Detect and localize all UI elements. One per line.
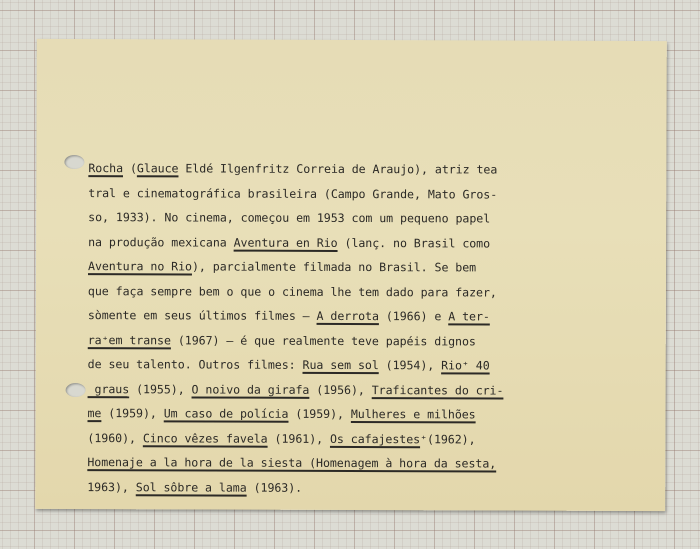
text-segment: que faça sempre bem o que o cinema lhe tem dado para fazer,: [87, 283, 497, 300]
underlined-title: Rocha: [88, 161, 124, 176]
underlined-title: Mulheres e milhões: [350, 407, 476, 422]
text-segment: (lanç. no Brasil como: [337, 235, 491, 250]
text-segment: 1963),: [87, 479, 136, 494]
text-line: [87, 401, 647, 427]
typed-entry-text: [87, 156, 648, 501]
underlined-title: ra⁺em transe: [87, 332, 171, 347]
text-line: [88, 230, 648, 256]
text-line: [88, 377, 648, 403]
text-line: [88, 352, 648, 378]
underlined-title: Aventura no Rio: [88, 259, 193, 274]
text-line: [88, 254, 648, 280]
punch-hole-bottom: [66, 383, 86, 397]
text-line: [88, 303, 648, 329]
underlined-title: graus: [87, 381, 130, 396]
text-segment: (1954),: [378, 358, 442, 373]
index-card: [35, 39, 667, 511]
underlined-title: Traficantes do cri-: [371, 382, 504, 398]
punch-hole-top: [64, 155, 84, 169]
text-segment: (1959),: [288, 406, 351, 422]
text-segment: (1955),: [129, 381, 192, 396]
underlined-title: me: [87, 406, 102, 421]
underlined-title: Cinco vêzes favela: [142, 430, 268, 446]
text-segment: na produção mexicana: [88, 234, 234, 250]
text-segment: (1967) — é que realmente teve papéis dignos: [170, 332, 476, 348]
text-line: [87, 450, 647, 476]
text-segment: sòmente em seus últimos filmes —: [87, 308, 317, 323]
text-segment: (1966) e: [378, 309, 449, 324]
underlined-title: Um caso de polícia: [163, 406, 289, 421]
underlined-title: Os cafajestes: [329, 431, 421, 446]
underlined-title: Rua sem sol: [302, 357, 379, 373]
text-line: [88, 181, 648, 207]
text-segment: Eldé Ilgenfritz Correia de Araujo), atriz tea: [178, 161, 498, 177]
text-line: [88, 156, 648, 182]
text-segment: (1961),: [267, 431, 331, 446]
text-line: [88, 205, 648, 231]
underlined-title: Rio⁺ 40: [441, 358, 490, 373]
underlined-title: Glauce: [136, 161, 179, 176]
text-line: [88, 279, 648, 305]
underlined-title: Aventura en Rio: [233, 235, 338, 250]
text-segment: (1963).: [246, 480, 303, 495]
text-segment: ⁺(1962),: [420, 431, 476, 446]
text-segment: (1959),: [101, 406, 164, 421]
text-segment: de seu talento. Outros filmes:: [87, 357, 303, 372]
text-segment: (1956),: [309, 382, 372, 397]
underlined-title: A ter-: [448, 309, 490, 324]
underlined-title: Sol sôbre a lama: [135, 479, 247, 495]
text-line: [88, 328, 648, 354]
text-segment: so, 1933). No cinema, começou em 1953 com um pequeno papel: [88, 210, 491, 226]
underlined-title: A derrota: [316, 308, 379, 324]
underlined-title: Homenaje a la hora de la siesta (Homenagem à hora da sesta,: [87, 455, 497, 471]
text-segment: (: [123, 161, 137, 176]
underlined-title: O noivo da girafa: [191, 381, 310, 397]
text-line: [87, 475, 647, 501]
text-segment: (1960),: [87, 430, 143, 445]
text-line: [87, 426, 647, 452]
text-segment: ), parcialmente filmada no Brasil. Se bem: [191, 259, 477, 275]
text-segment: tral e cinematográfica brasileira (Campo Grande, Mato Gros-: [88, 185, 498, 202]
